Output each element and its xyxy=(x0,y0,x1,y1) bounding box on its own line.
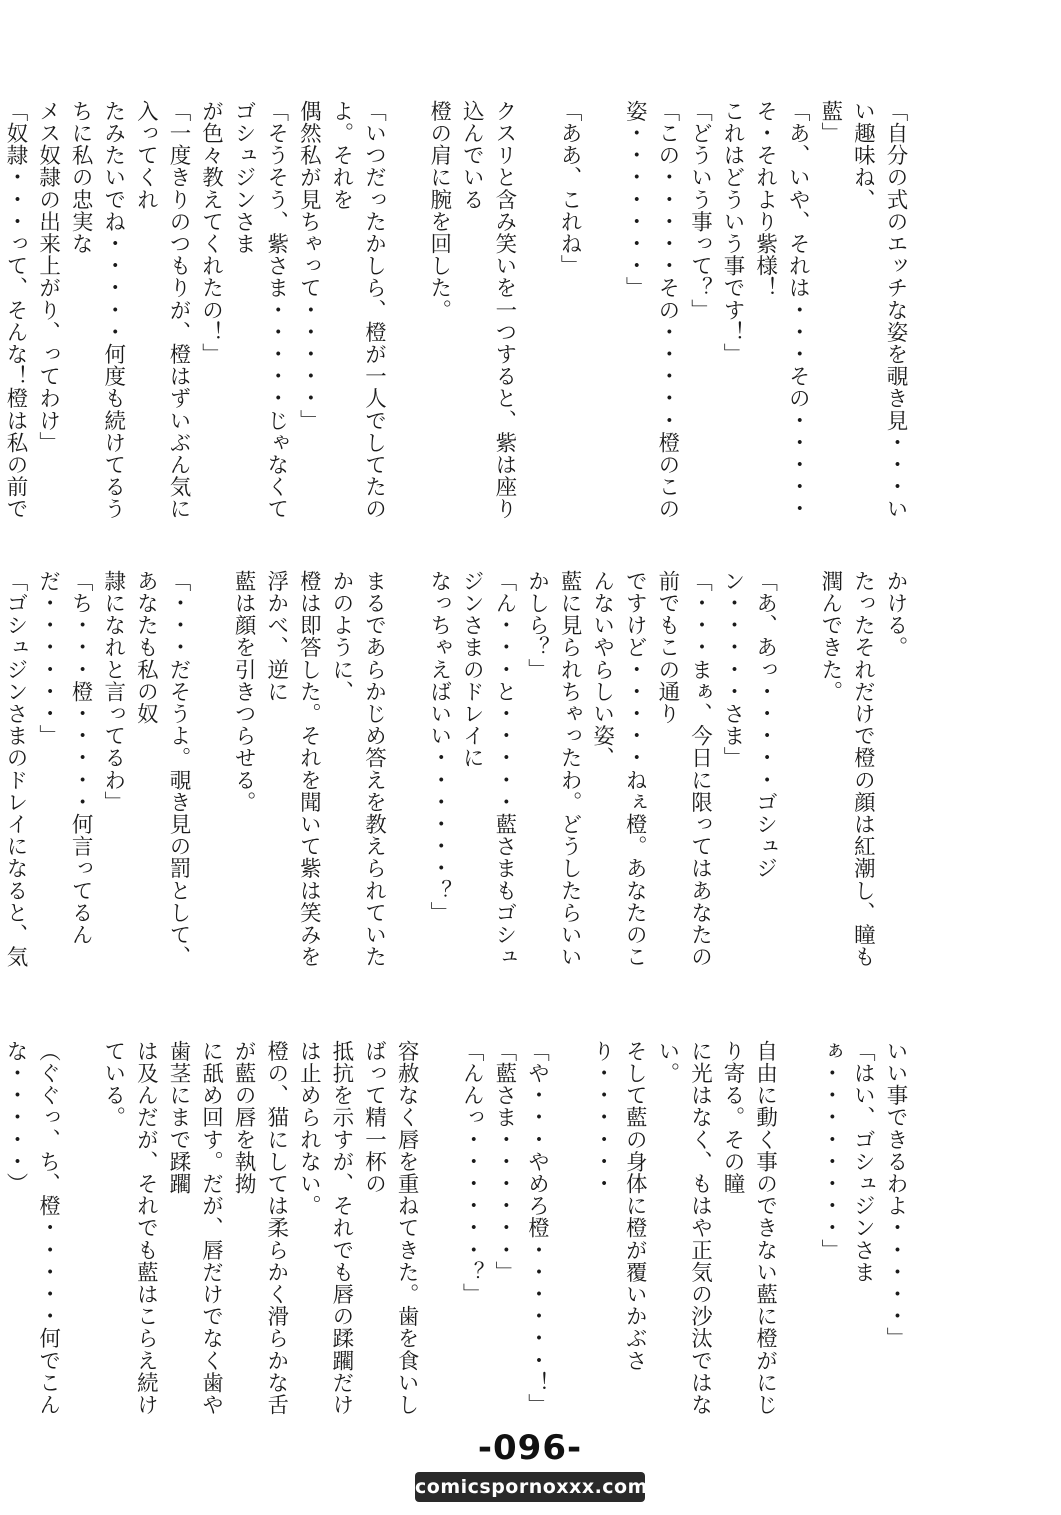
text-line: 「はい、ゴシュジンさまぁ・・・・・・・・」 xyxy=(817,1040,876,1284)
paragraph-gap xyxy=(390,100,423,520)
text-line: 自由に動く事のできない藍に橙がにじり寄る。その瞳 xyxy=(720,1040,778,1416)
text-line: 容赦なく唇を重ねてきた。歯を食いしばって精一杯の xyxy=(361,1040,420,1416)
paragraph-gap xyxy=(552,1040,585,1420)
text-line: 「あ、いや、それは・・・その・・・・・そ・それより紫様！ xyxy=(752,100,811,520)
paragraph-gap xyxy=(64,1040,97,1420)
text-line: に光はなく、もはや正気の沙汰ではない。 xyxy=(654,1040,713,1416)
text-line: 抵抗を示すが、それでも唇の蹂躙だけは止められない。 xyxy=(296,1040,354,1416)
text-line: 「や・・・やめろ橙・・・・・・！」 xyxy=(524,1040,550,1416)
paragraph-gap xyxy=(194,570,227,975)
text-line: かける。 xyxy=(883,570,908,659)
text-line: に舐め回す。だが、唇だけでなく歯や歯茎にまで蹂躙 xyxy=(165,1040,224,1416)
text-line: 隷になれと言ってるわ」 xyxy=(100,570,126,814)
paragraph-gap xyxy=(520,100,553,520)
text-line: 「ん・・・と・・・・・藍さまもゴシュジンさまのドレイに xyxy=(459,570,517,968)
text-line: 橙の、猫にしては柔らかく滑らかな舌が藍の唇を執拗 xyxy=(231,1040,289,1416)
text-line: 「ああ、これね」 xyxy=(557,100,583,277)
text-line: が色々教えてくれたの！」 xyxy=(198,100,224,366)
text-line: 「んんっ・・・・・・？」 xyxy=(459,1040,485,1306)
text-line: クスリと含み笑いを一つすると、紫は座り込んでいる xyxy=(459,100,517,520)
text-line: 「ゴシュジンさまのドレイになると、気 xyxy=(2,570,28,968)
text-line: 「いつだったかしら、橙が一人でしてたのよ。それを xyxy=(328,100,387,520)
paragraph-gap xyxy=(422,1040,455,1420)
paragraph-gap xyxy=(781,570,814,975)
text-line: は及んだが、それでも藍はこらえ続けている。 xyxy=(100,1040,159,1416)
text-line: いい事できるわよ・・・・・」 xyxy=(883,1040,908,1350)
text-line: そして藍の身体に橙が覆いかぶさり・・・・・・ xyxy=(589,1040,648,1372)
text-line: 「・・・だそうよ。覗き見の罰として、あなたも私の奴 xyxy=(133,570,191,968)
text-line: これはどういう事です！」 xyxy=(720,100,746,366)
text-line: 「そうそう、紫さま・・・・・じゃなくてゴシュジンさま xyxy=(231,100,289,520)
site-watermark: comicspornoxxx.com xyxy=(415,1472,645,1502)
text-line: なっちゃえばいい・・・・・・？」 xyxy=(426,570,452,924)
paragraph-gap xyxy=(585,100,618,520)
text-line: 偶然私が見ちゃって・・・・・」 xyxy=(296,100,322,432)
text-line: 藍」 xyxy=(817,100,843,145)
text-line: たったそれだけで橙の顔は紅潮し、瞳も潤んできた。 xyxy=(817,570,876,968)
text-line: 「どういう事って？」 xyxy=(687,100,713,321)
text-line: 「奴隷・・・って、そんな！橙は私の前で xyxy=(2,100,28,520)
page-number: -096- xyxy=(477,1428,583,1468)
text-line: 「藍さま・・・・・・」 xyxy=(491,1040,517,1284)
text-line: 「一度きりのつもりが、橙はずいぶん気に入ってくれ xyxy=(133,100,191,520)
text-line: 橙は即答した。それを聞いて紫は笑みを浮かべ、逆に xyxy=(263,570,322,968)
text-block-lower xyxy=(2,1040,911,1420)
text-line: 藍に見られちゃったわ。どうしたらいいかしら？」 xyxy=(524,570,583,968)
text-line: 「あ、あっ・・・・・ゴシュジン・・・・・さま」 xyxy=(720,570,778,880)
text-line: 橙の肩に腕を回した。 xyxy=(426,100,452,321)
text-block-upper xyxy=(2,100,911,520)
text-line: たみたいでね・・・・・何度も続けてるうちに私の忠実な xyxy=(68,100,126,520)
text-line: （ぐぐっ、ち、橙・・・・・何でこんな・・・・・） xyxy=(2,1040,61,1416)
text-line: 「ち・・・橙・・・・・何言ってるんだ・・・・・・」 xyxy=(35,570,94,946)
text-line: メス奴隷の出来上がり、ってわけ」 xyxy=(35,100,61,454)
text-line: 「この・・・・・その・・・・・橙のこの姿・・・・・・・」 xyxy=(622,100,680,520)
text-line: ですけど・・・・・ねぇ橙。あなたのこんないやらしい姿、 xyxy=(589,570,648,968)
text-line: まるであらかじめ答えを教えられていたかのように、 xyxy=(328,570,387,968)
text-block-middle xyxy=(2,570,911,975)
paragraph-gap xyxy=(390,570,423,975)
text-line: 「・・・まぁ、今日に限ってはあなたの前でもこの通り xyxy=(654,570,713,968)
text-line: 「自分の式のエッチな姿を覗き見・・・いい趣味ね、 xyxy=(850,100,908,520)
paragraph-gap xyxy=(781,1040,814,1420)
text-line: 藍は顔を引きつらせる。 xyxy=(231,570,257,814)
